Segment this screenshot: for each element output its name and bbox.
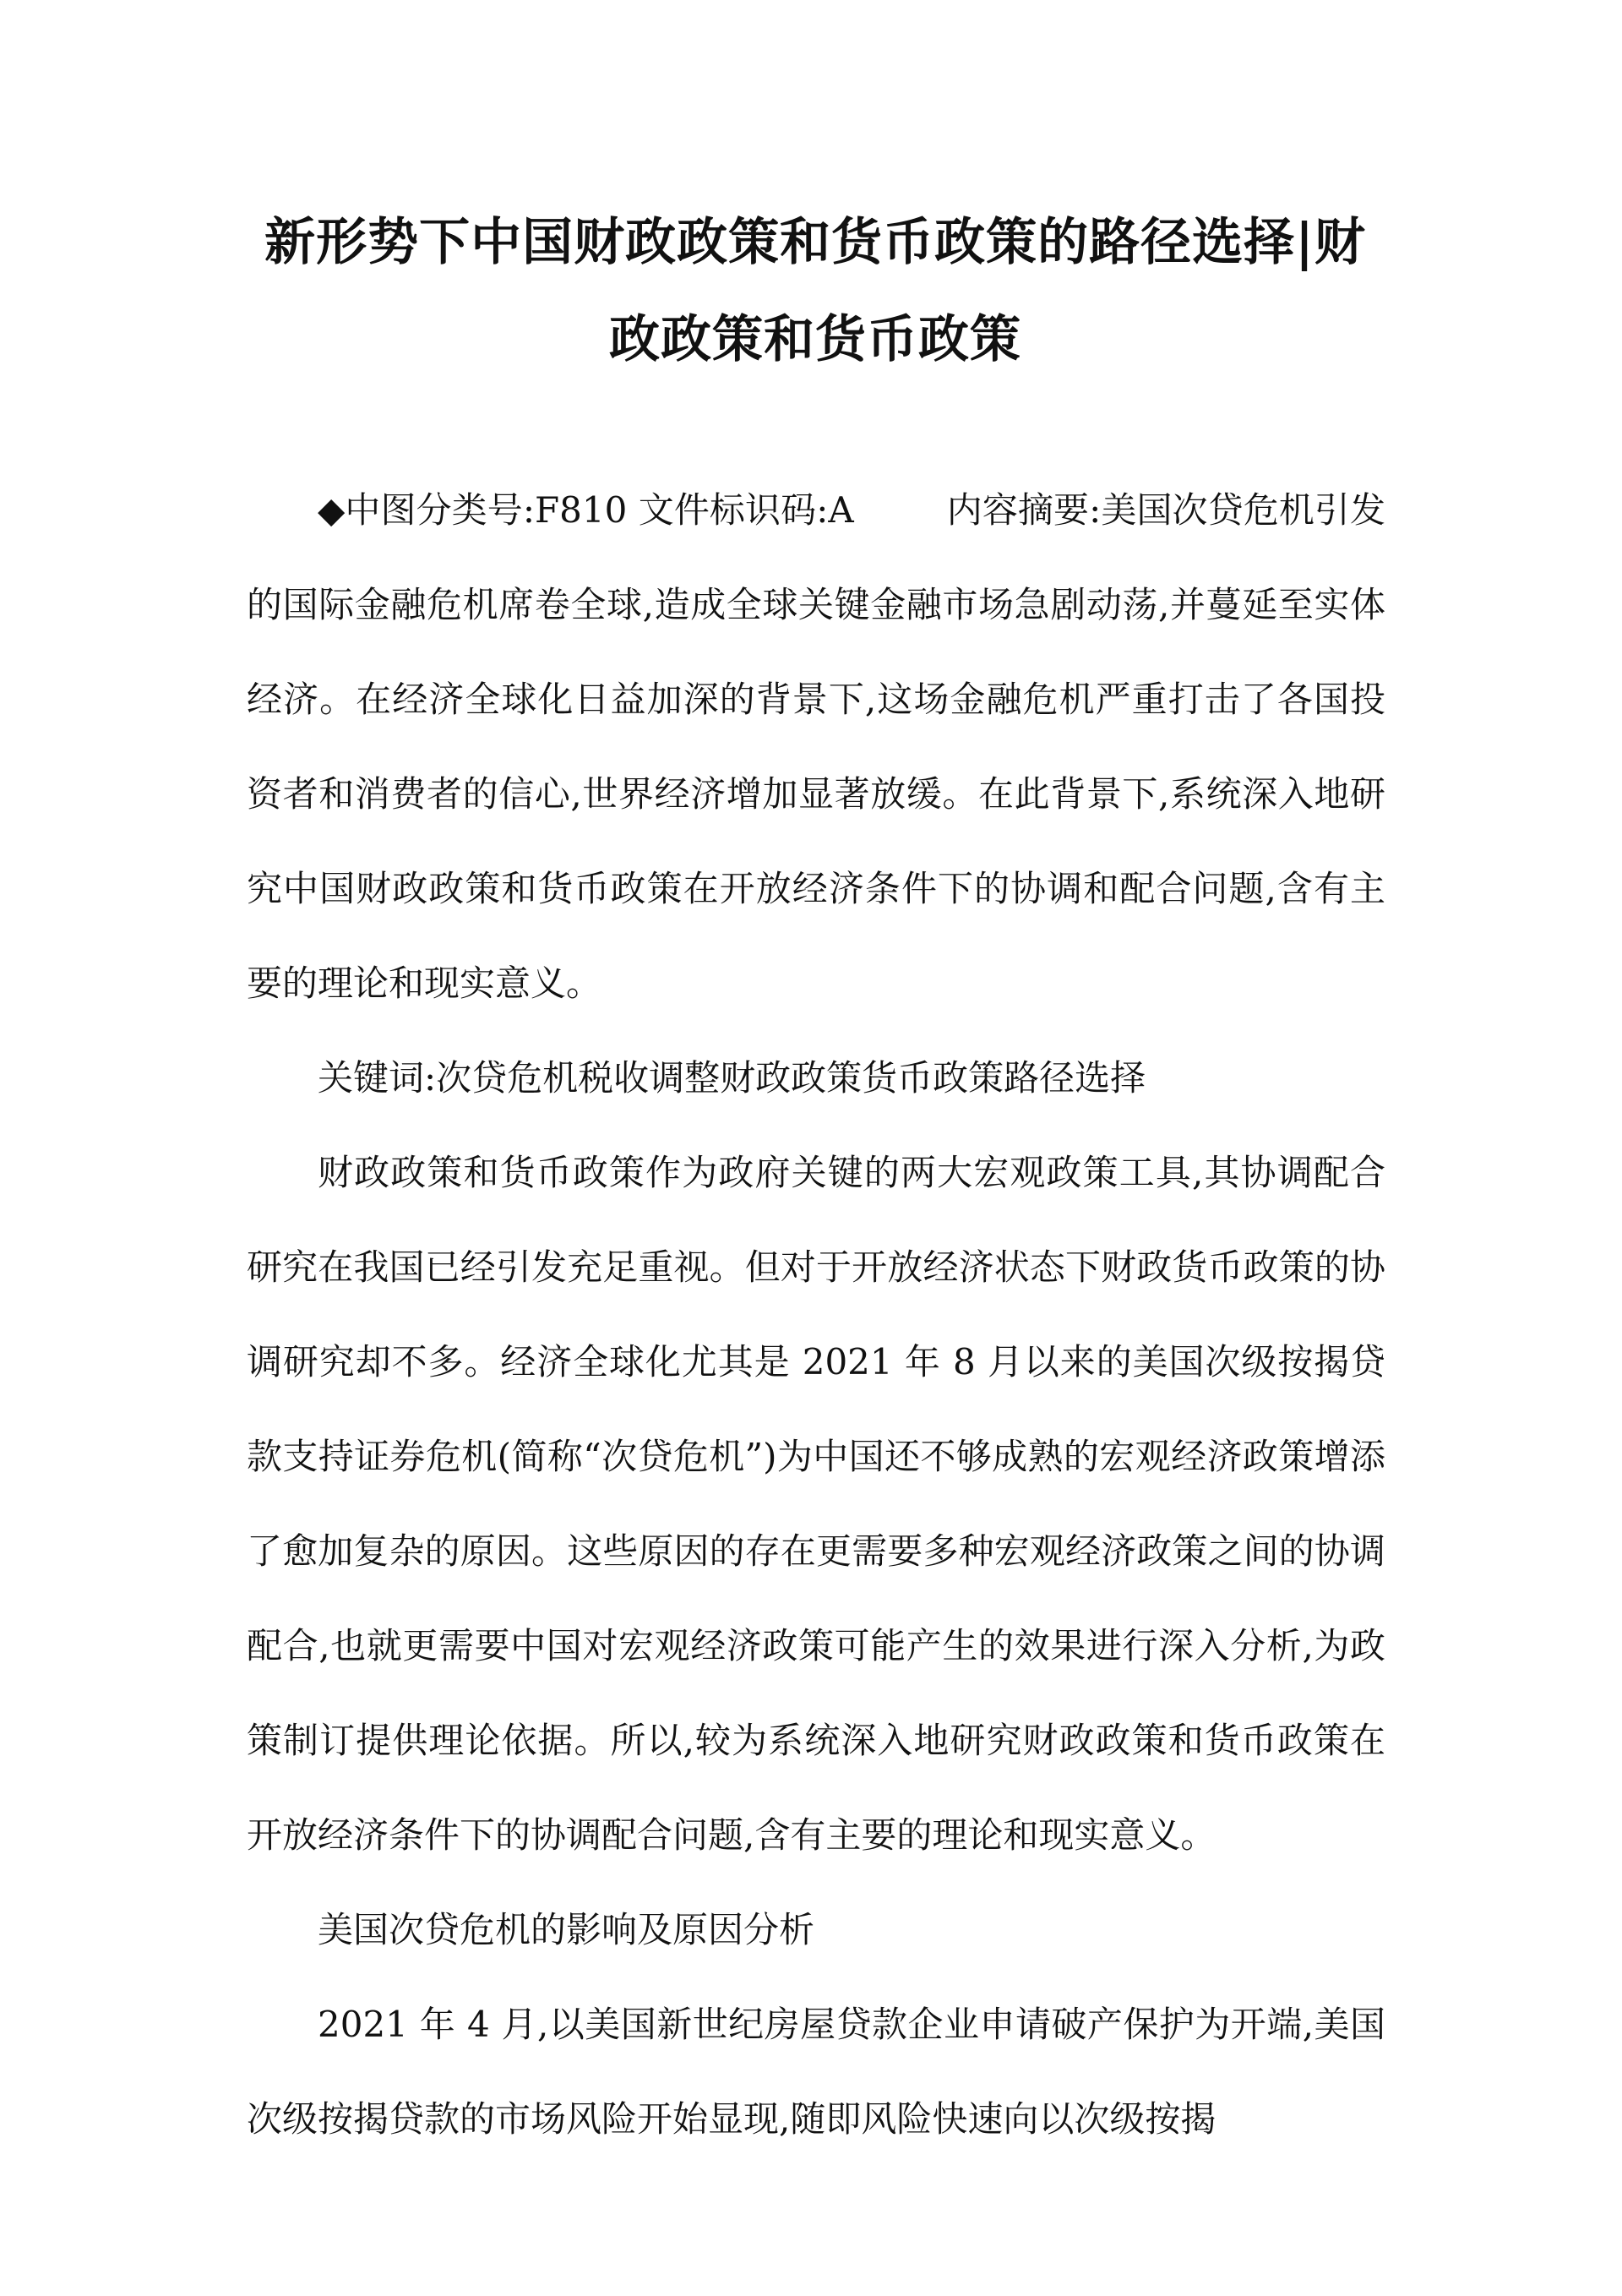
abstract-text: 内容摘要:美国次贷危机引发的国际金融危机席卷全球,造成全球关键金融市场急剧动荡,并蔓延至实体经济。在经济全球化日益加深的背景下,这场金融危机严重打击了各国投资者和消费者的信心,世界经济增加显著放缓。在此背景下,系统深入地研究中国财政政策和货币政策在开放经济条件下的协调和配合问题,含有主要的理论和现实意义。	[247, 489, 1385, 1004]
abstract-paragraph	[247, 463, 1385, 1031]
classification-line: ◆中图分类号:F810 文件标识码:A	[318, 489, 854, 531]
document-body	[247, 463, 1385, 2167]
body-paragraph-2: 2021 年 4 月,以美国新世纪房屋贷款企业申请破产保护为开端,美国次级按揭贷款的市场风险开始显现,随即风险快速向以次级按揭	[247, 2004, 1385, 2140]
document-title: 新形势下中国财政政策和货币政策的路径选择|财政政策和货币政策	[264, 213, 1366, 369]
keywords-line: 关键词:次贷危机税收调整财政政策货币政策路径选择	[318, 1057, 1146, 1099]
body-paragraph-1: 财政政策和货币政策作为政府关键的两大宏观政策工具,其协调配合研究在我国已经引发充足重视。但对于开放经济状态下财政货币政策的协调研究却不多。经济全球化尤其是 2021 年 8 月以来的美国次级按揭贷款支持证券危机(简称“次贷危机”)为中国还不够成熟的宏观经济政策增添了愈加复杂的原因。这些原因的存在更需要多种宏观经济政策之间的协调配合,也就更需要中国对宏观经济政策可能产生的效果进行深入分析,为政策制订提供理论依据。所以,较为系统深入地研究财政政策和货币政策在开放经济条件下的协调配合问题,含有主要的理论和现实意义。	[247, 1152, 1385, 1856]
section-heading: 美国次贷危机的影响及原因分析	[318, 1909, 815, 1950]
